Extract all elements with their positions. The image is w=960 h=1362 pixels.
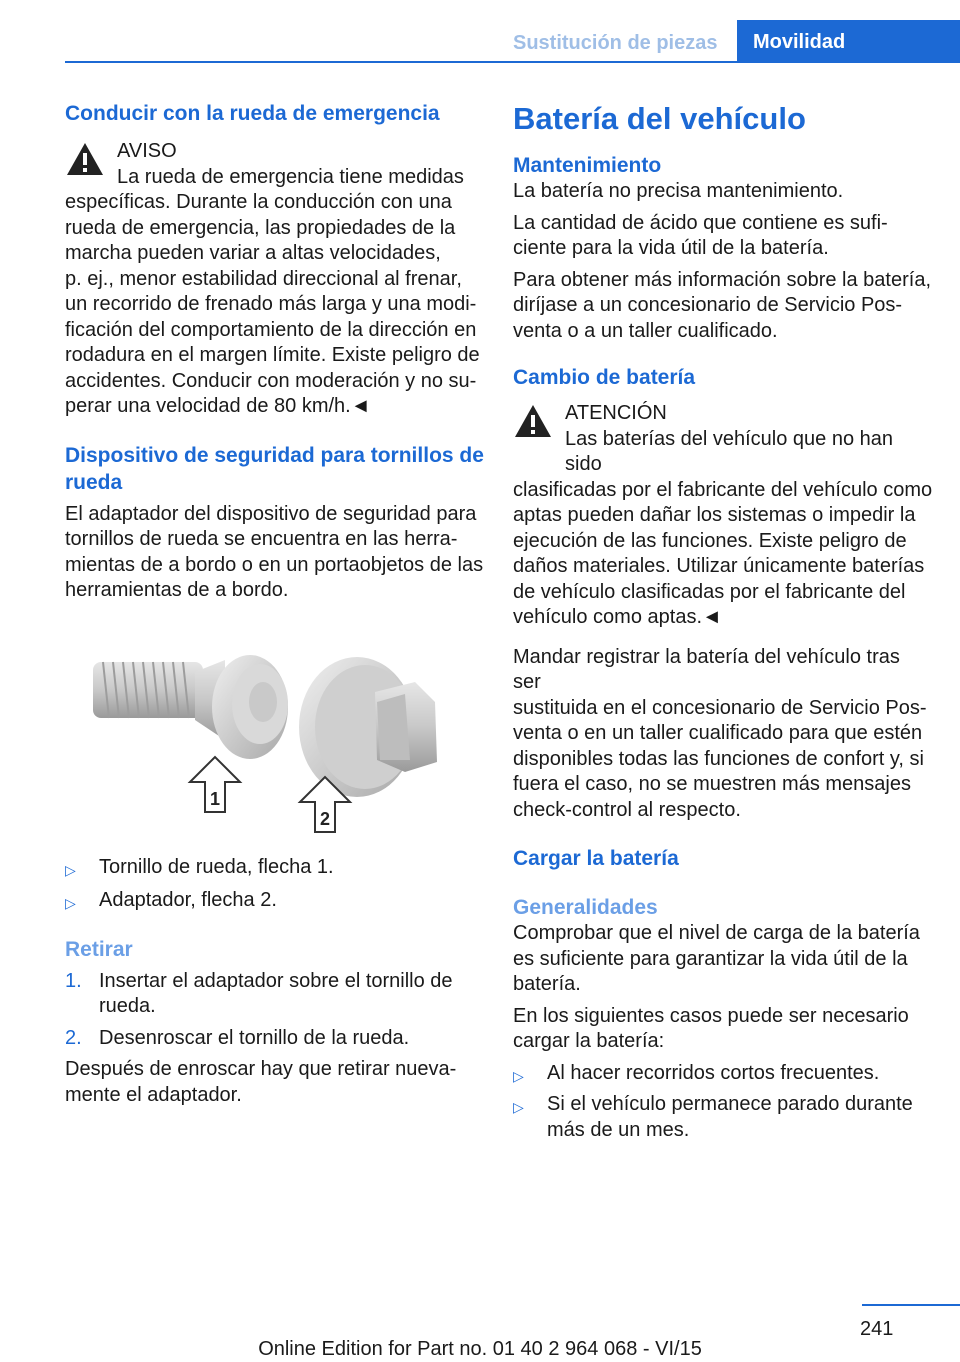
warning-line: marcha pueden variar a altas velocidades, (65, 242, 441, 264)
header-tab: Movilidad (737, 20, 960, 63)
text-line: Después de enroscar hay que retirar nueva‐ (65, 1058, 457, 1080)
text-line: En los siguientes casos puede ser necesario (513, 1004, 909, 1027)
text-line: tornillos de rueda se encuentra en las herra‐ (65, 528, 458, 550)
heading-battery: Batería del vehículo (513, 101, 806, 136)
text-line: fuera el caso, no se muestren más mensajes (513, 773, 911, 795)
list-item (513, 1092, 933, 1143)
step-line: Insertar el adaptador sobre el tornillo de (99, 969, 453, 992)
warning-line: La rueda de emergencia tiene medidas (117, 165, 464, 188)
step-item (65, 969, 485, 1020)
heading-drive-spare: Conducir con la rueda de emergencia (65, 102, 440, 125)
warning-line: aptas pueden dañar los sistemas o impedir la (513, 504, 916, 526)
warning-line: rueda de emergencia, las propiedades de la (65, 216, 456, 239)
warning-line: de vehículo clasificadas por el fabricante del (513, 580, 906, 603)
text-line: La cantidad de ácido que contiene es sufi‐ (513, 211, 888, 234)
list-item-text: Si el vehículo permanece parado durante (547, 1093, 913, 1115)
heading-lock-device: Dispositivo de seguridad para tornillos de rueda (65, 443, 484, 494)
page-number: 241 (860, 1318, 894, 1340)
figure-legend-list (65, 855, 485, 914)
text-line: diríjase a un concesionario de Servicio Pos‐ (513, 294, 903, 316)
arrow-label-1: 1 (209, 788, 221, 809)
step-line: Desenroscar el tornillo de la rueda. (99, 1026, 410, 1049)
wheel-lock-figure (65, 632, 485, 847)
warning-line: p. ej., menor estabilidad direccional al frenar, (65, 267, 462, 290)
text-line: cargar la batería: (513, 1030, 665, 1052)
text-line: Para obtener más información sobre la batería, (513, 268, 931, 291)
heading-remove: Retirar (65, 937, 133, 961)
arrow-label-2: 2 (319, 808, 331, 829)
step-number: 2. (65, 1026, 82, 1049)
steps-list (65, 969, 485, 1052)
warning-block-atencion (513, 401, 933, 631)
warning-line: ejecución de las funciones. Existe peligro de (513, 529, 907, 552)
warning-block-aviso (65, 139, 485, 420)
text-line: sustituida en el concesionario de Servicio Pos‐ (513, 696, 927, 719)
heading-battery-change: Cambio de batería (513, 366, 696, 389)
list-item (65, 888, 485, 914)
text-line: El adaptador del dispositivo de seguridad para (65, 502, 477, 525)
text-line: herramientas de a bordo. (65, 579, 289, 601)
warning-line: específicas. Durante la conducción con una (65, 191, 452, 213)
warning-line: perar una velocidad de 80 km/h.◄ (65, 395, 371, 417)
warning-triangle-icon (65, 141, 105, 177)
list-item (513, 1061, 933, 1087)
text-line: Comprobar que el nivel de carga de la batería (513, 922, 920, 944)
right-column (513, 100, 933, 1143)
step-item (65, 1026, 485, 1052)
list-item-text: Tornillo de rueda, flecha 1. (99, 855, 334, 878)
warning-line: Las baterías del vehículo que no han sido (565, 427, 894, 475)
warning-title: AVISO (117, 140, 177, 162)
list-item (65, 855, 485, 881)
text-line: disponibles todas las funciones de confort y, si (513, 747, 924, 770)
list-item-text: más de un mes. (547, 1118, 690, 1141)
warning-line: rodadura en el margen límite. Existe peligro de (65, 344, 480, 366)
text-line: batería. (513, 973, 581, 995)
list-item-text: Adaptador, flecha 2. (99, 889, 277, 911)
text-line: mente el adaptador. (65, 1083, 242, 1106)
heading-charge: Cargar la batería (513, 847, 679, 870)
left-column (65, 100, 485, 1108)
warning-line: vehículo como aptas.◄ (513, 606, 722, 628)
bullet-triangle-icon: ▷ (513, 1067, 524, 1084)
warning-line: un recorrido de frenado más larga y una modi‐ (65, 293, 477, 315)
warning-line: ficación del comportamiento de la dirección en (65, 318, 477, 341)
warning-title: ATENCIÓN (565, 402, 667, 424)
text-line: venta o en un taller cualificado para que estén (513, 722, 923, 744)
registration-paragraph (513, 645, 933, 824)
text-line: La batería no precisa mantenimiento. (513, 180, 844, 202)
bullet-triangle-icon: ▷ (65, 861, 76, 878)
header-section: Sustitución de piezas (513, 32, 718, 54)
step-number: 1. (65, 969, 82, 992)
bullet-triangle-icon: ▷ (65, 895, 76, 911)
device-paragraph (65, 502, 485, 604)
text-line: es suficiente para garantizar la vida útil de la (513, 947, 908, 970)
warning-line: daños materiales. Utilizar únicamente baterías (513, 555, 925, 577)
warning-line: clasificadas por el fabricante del vehículo como (513, 478, 933, 501)
warning-triangle-icon (513, 403, 553, 439)
text-line: venta o a un taller cualificado. (513, 319, 778, 342)
step-line: rueda. (99, 995, 156, 1017)
bullet-triangle-icon: ▷ (513, 1099, 524, 1115)
text-line: Mandar registrar la batería del vehículo tras ser (513, 645, 900, 693)
warning-line: accidentes. Conducir con moderación y no su‐ (65, 369, 477, 392)
text-line: ciente para la vida útil de la batería. (513, 237, 829, 259)
list-item-text: Al hacer recorridos cortos frecuentes. (547, 1061, 880, 1084)
edition-footer: Online Edition for Part no. 01 40 2 964 068 - VI/15 (258, 1338, 702, 1360)
text-line: check-control al respecto. (513, 798, 741, 821)
charge-cases-list (513, 1061, 933, 1144)
heading-maintenance: Mantenimiento (513, 154, 662, 177)
text-line: mientas de a bordo o en un portaobjetos de las (65, 553, 484, 576)
heading-general: Generalidades (513, 896, 658, 919)
wheel-bolt-adapter-illustration (65, 632, 485, 847)
footer-rule (862, 1304, 960, 1306)
